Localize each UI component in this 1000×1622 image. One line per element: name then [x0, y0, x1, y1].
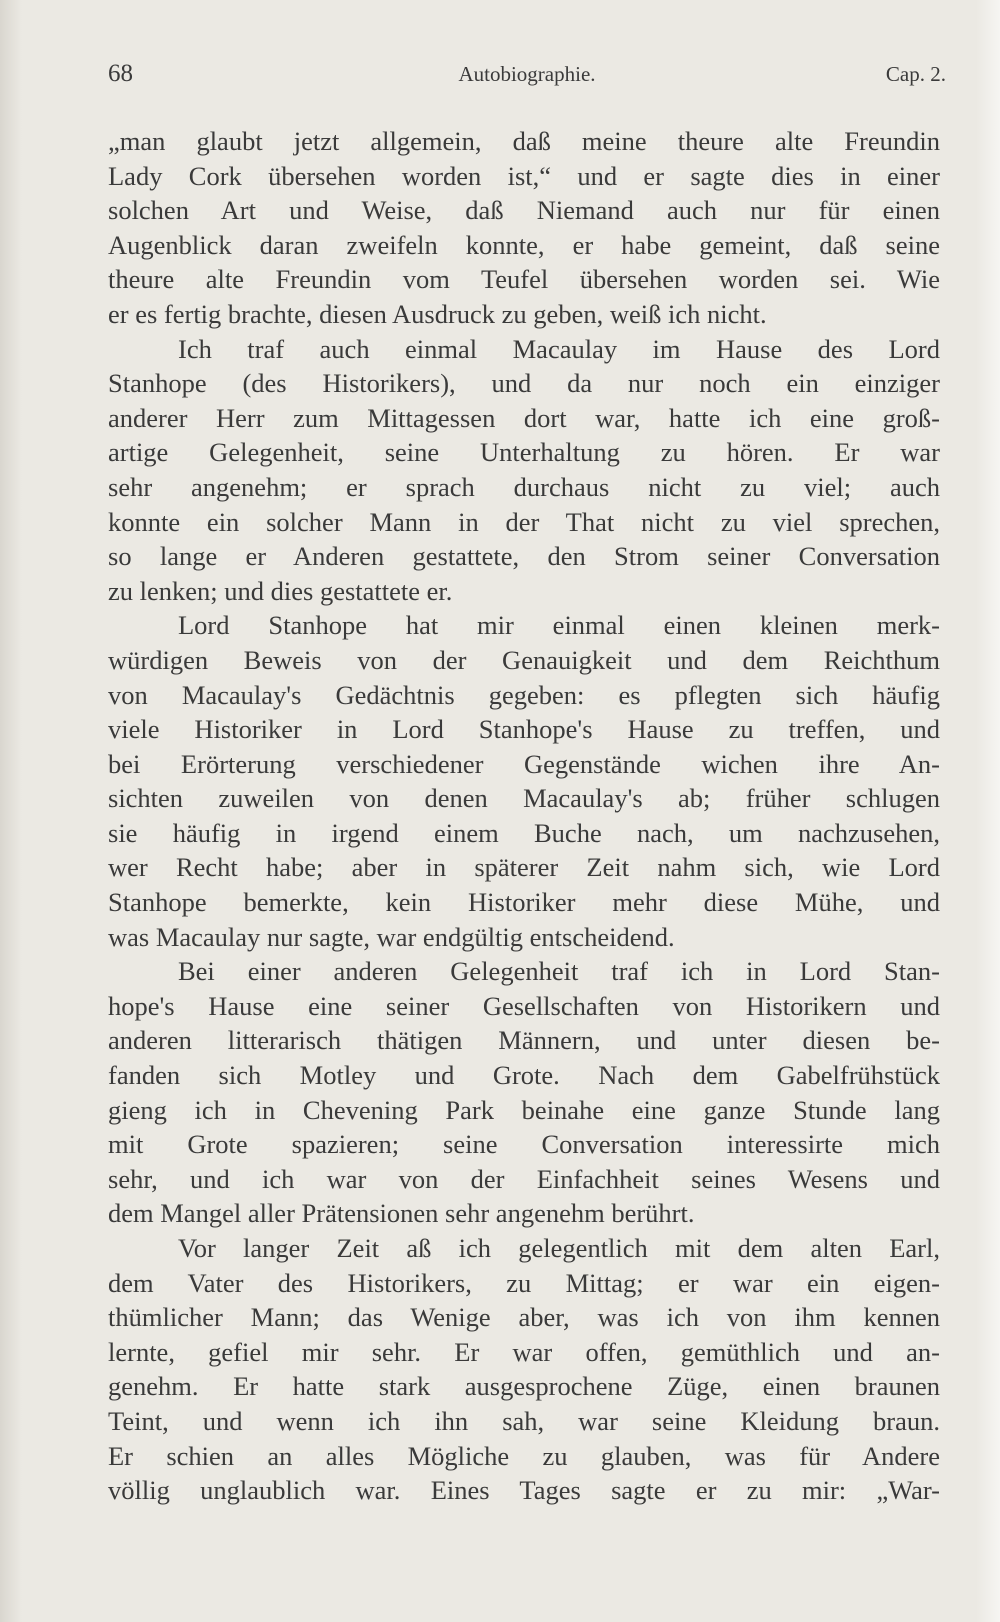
text-line: was Macaulay nur sagte, war endgültig entscheidend.: [108, 921, 675, 952]
text-line: anderen litterarisch thätigen Männern, und unter diesen be-: [108, 1025, 940, 1056]
text-line: so lange er Anderen gestattete, den Strom seiner Conversation: [108, 541, 940, 572]
text-line: sichten zuweilen von denen Macaulay's ab; früher schlugen: [108, 783, 940, 814]
chapter-label: Cap. 2.: [885, 62, 946, 86]
running-title: Autobiographie.: [458, 62, 596, 86]
text-line: lernte, gefiel mir sehr. Er war offen, gemüthlich und an-: [108, 1336, 940, 1367]
text-line: mit Grote spazieren; seine Conversation interessirte mich: [108, 1129, 940, 1160]
text-line: Teint, und wenn ich ihn sah, war seine Kleidung braun.: [108, 1405, 940, 1436]
paragraph-start-line: Vor langer Zeit aß ich gelegentlich mit dem alten Earl,: [178, 1233, 940, 1263]
page-edge-right: [976, 0, 1000, 1622]
page-shadow-left: [0, 0, 22, 1622]
text-line: Stanhope (des Historikers), und da nur noch ein einziger: [108, 368, 940, 399]
text-line: thümlicher Mann; das Wenige aber, was ich von ihm kennen: [108, 1302, 940, 1333]
text-line: gieng ich in Chevening Park beinahe eine ganze Stunde lang: [108, 1094, 940, 1125]
text-line: er es fertig brachte, diesen Ausdruck zu geben, weiß ich nicht.: [108, 298, 767, 329]
text-line: sehr angenehm; er sprach durchaus nicht zu viel; auch: [108, 471, 940, 502]
paragraph-start-line: Bei einer anderen Gelegenheit traf ich in Lord Stan-: [178, 956, 940, 987]
text-line: sehr, und ich war von der Einfachheit seines Wesens und: [108, 1163, 940, 1194]
text-line: völlig unglaublich war. Eines Tages sagte er zu mir: „War-: [108, 1475, 940, 1506]
text-line: fanden sich Motley und Grote. Nach dem Gabelfrühstück: [108, 1060, 940, 1091]
text-line: artige Gelegenheit, seine Unterhaltung zu hören. Er war: [108, 437, 940, 468]
text-line: genehm. Er hatte stark ausgesprochene Züge, einen braunen: [108, 1371, 940, 1402]
text-line: viele Historiker in Lord Stanhope's Hause zu treffen, und: [108, 714, 940, 745]
text-line: Er schien an alles Mögliche zu glauben, was für Andere: [108, 1440, 940, 1471]
page-number: 68: [108, 60, 133, 87]
text-line: „man glaubt jetzt allgemein, daß meine theure alte Freundin: [108, 126, 940, 156]
body-text: [108, 124, 940, 1508]
page-header: [108, 60, 946, 94]
text-line: würdigen Beweis von der Genauigkeit und dem Reichthum: [108, 644, 940, 675]
text-line: dem Mangel aller Prätensionen sehr angenehm berührt.: [108, 1198, 695, 1229]
text-line: hope's Hause eine seiner Gesellschaften von Historikern und: [108, 990, 940, 1021]
text-line: theure alte Freundin vom Teufel übersehen worden sei. Wie: [108, 264, 940, 295]
text-line: dem Vater des Historikers, zu Mittag; er war ein eigen-: [108, 1267, 940, 1298]
text-line: bei Erörterung verschiedener Gegenstände wichen ihre An-: [108, 748, 940, 779]
text-line: von Macaulay's Gedächtnis gegeben: es pflegten sich häufig: [108, 679, 940, 710]
text-line: wer Recht habe; aber in späterer Zeit nahm sich, wie Lord: [108, 852, 940, 883]
text-line: Stanhope bemerkte, kein Historiker mehr diese Mühe, und: [108, 887, 940, 918]
text-line: anderer Herr zum Mittagessen dort war, hatte ich eine groß-: [108, 402, 940, 433]
paragraph-start-line: Ich traf auch einmal Macaulay im Hause des Lord: [178, 333, 940, 364]
text-line: zu lenken; und dies gestattete er.: [108, 575, 453, 606]
text-line: Augenblick daran zweifeln konnte, er habe gemeint, daß seine: [108, 229, 940, 260]
text-line: Lady Cork übersehen worden ist,“ und er sagte dies in einer: [108, 160, 940, 191]
text-line: konnte ein solcher Mann in der That nicht zu viel sprechen,: [108, 506, 940, 537]
text-line: solchen Art und Weise, daß Niemand auch nur für einen: [108, 195, 940, 226]
text-line: sie häufig in irgend einem Buche nach, um nachzusehen,: [108, 817, 940, 848]
paragraph-start-line: Lord Stanhope hat mir einmal einen kleinen merk-: [178, 610, 940, 641]
